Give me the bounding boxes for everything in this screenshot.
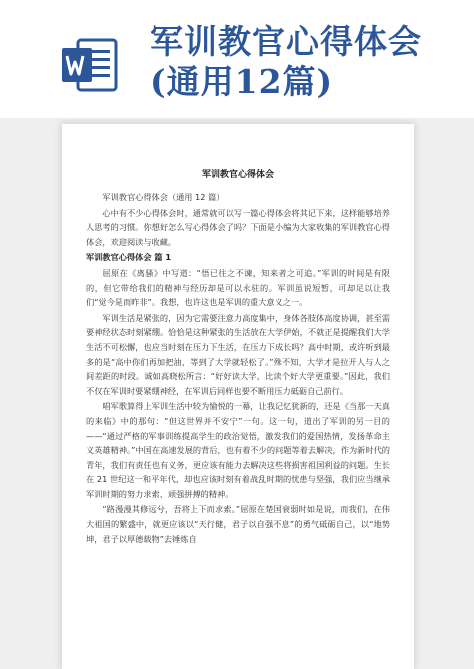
word-icon xyxy=(58,34,120,96)
intro-paragraph: 心中有不少心得体会时，通常就可以写一篇心得体会将其记下来，这样能够培养人思考的习惯。你想好怎么写心得体会了吗？下面是小编为大家收集的军训教官心得体会，欢迎阅读与收藏。 xyxy=(86,207,390,247)
document-page xyxy=(62,124,414,669)
section-heading: 军训教官心得体会 篇 1 xyxy=(86,252,172,263)
header-title-line1: 军训教官心得体会 xyxy=(150,22,422,61)
body-paragraph: 屈原在《离骚》中写道：“悟已往之不谏，知来者之可追。”军训的时间是有限的，但它带给我们的精神与经历却是可以永驻的。军训虽说短暂，可却足以让我们“觉今是而昨非”。我想，也许这也是军训的重大意义之一。 xyxy=(86,267,390,308)
document-title: 军训教官心得体会 xyxy=(201,170,274,180)
document-body xyxy=(86,190,390,547)
body-paragraph: 唱军歌算得上军训生活中较为愉悦的一幕，让我记忆犹新的，还是《当那一天真的来临》中的那句：“但这世界并不安宁”一句。这一句，道出了军训的另一目的——“通过严格的军事训练提高学生的政治觉悟，激发我们的爱国热情，发扬革命主义英雄精神。”中国在高速发展的背后，也有着不少的问题等着去解决，作为新时代的青年，我们有责任也有义务，更应该有能力去解决这些将损害祖国利益的问题。生长在 21 世纪这一和平年代，却也应该时刻有着战乱时期的忧患与坚强，我们应当继承军训时期的努力求索、顽强拼搏的精神。 xyxy=(86,401,390,499)
body-paragraph: “路漫漫其修远兮，吾将上下而求索。”屈原在楚国衰弱时如是说，而我们，在伟大祖国的繁盛中，就更应该以“天行健，君子以自强不息”的勇气砥砺自己，以“地势坤，君子以厚德载物”去锤炼自 xyxy=(86,504,390,544)
page-header xyxy=(0,0,474,118)
intro-line: 军训教官心得体会（通用 12 篇） xyxy=(102,192,225,202)
header-title-line2: (通用12篇) xyxy=(150,62,334,101)
body-paragraph: 军训生活是紧张的，因为它需要注意力高度集中，身体各肢体高度协调，甚至需要神经状态时刻紧绷。恰恰是这种紧张的生活放在大学伊始，不就正是提醒我们大学生活不可松懈，也应当时刻在压力下生活，在压力下成长吗？高中时期，或许听到最多的是“高中你们再加把油，等到了大学就轻松了。”殊不知，大学才是拉开人与人之间差距的时段。诚如高晓松所言：“好好读大学，比读个好大学更重要。”因此，我们不仅在军训时要紧绷神经，在军训后同样也要不断用压力砥砺自己前行。 xyxy=(86,312,390,396)
header-title xyxy=(150,22,422,102)
